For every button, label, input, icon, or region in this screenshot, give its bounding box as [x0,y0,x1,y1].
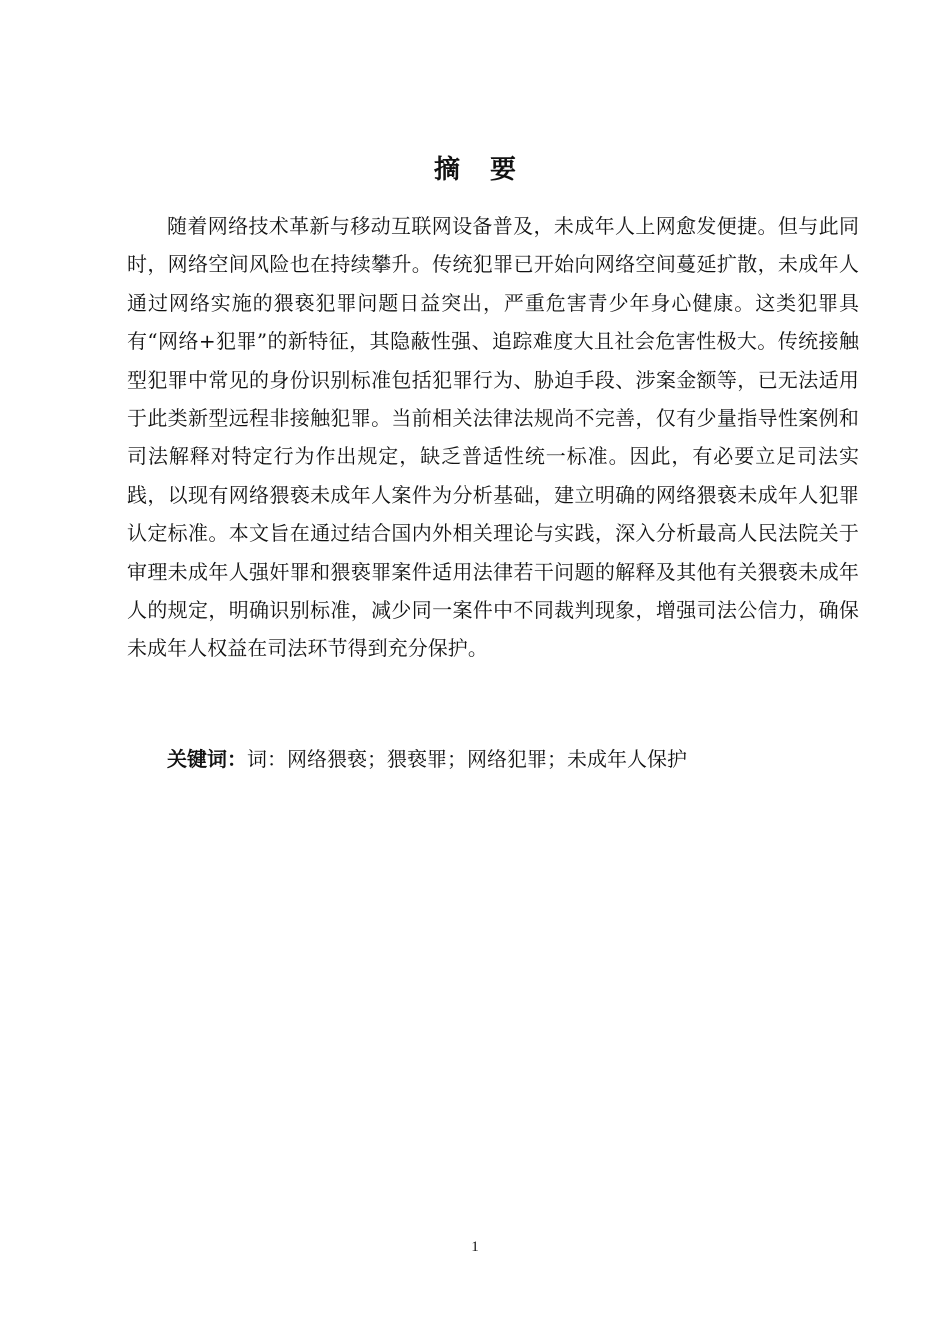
abstract-title-char-2: 要 [490,155,517,185]
abstract-title [0,150,950,190]
page-number: 1 [471,1239,479,1255]
keywords-text: 词：网络猥亵；猥亵罪；网络犯罪；未成年人保护 [247,747,687,771]
keywords-line [167,741,867,777]
keywords-label: 关键词： [167,747,247,771]
abstract-body: 随着网络技术革新与移动互联网设备普及，未成年人上网愈发便捷。但与此同时，网络空间风险也在持续攀升。传统犯罪已开始向网络空间蔓延扩散，未成年人通过网络实施的猥亵犯罪问题日益突出，严重危害青少年身心健康。这类犯罪具有“网络+犯罪”的新特征，其隐蔽性强、追踪难度大且社会危害性极大。传统接触型犯罪中常见的身份识别标准包括犯罪行为、胁迫手段、涉案金额等，已无法适用于此类新型远程非接触犯罪。当前相关法律法规尚不完善，仅有少量指导性案例和司法解释对特定行为作出规定，缺乏普适性统一标准。因此，有必要立足司法实践，以现有网络猥亵未成年人案件为分析基础，建立明确的网络猥亵未成年人犯罪认定标准。本文旨在通过结合国内外相关理论与实践，深入分析最高人民法院关于审理未成年人强奸罪和猥亵罪案件适用法律若干问题的解释及其他有关猥亵未成年人的规定，明确识别标准，减少同一案件中不同裁判现象，增强司法公信力，确保未成年人权益在司法环节得到充分保护。 [127,214,859,661]
abstract-title-char-1: 摘 [433,155,460,185]
